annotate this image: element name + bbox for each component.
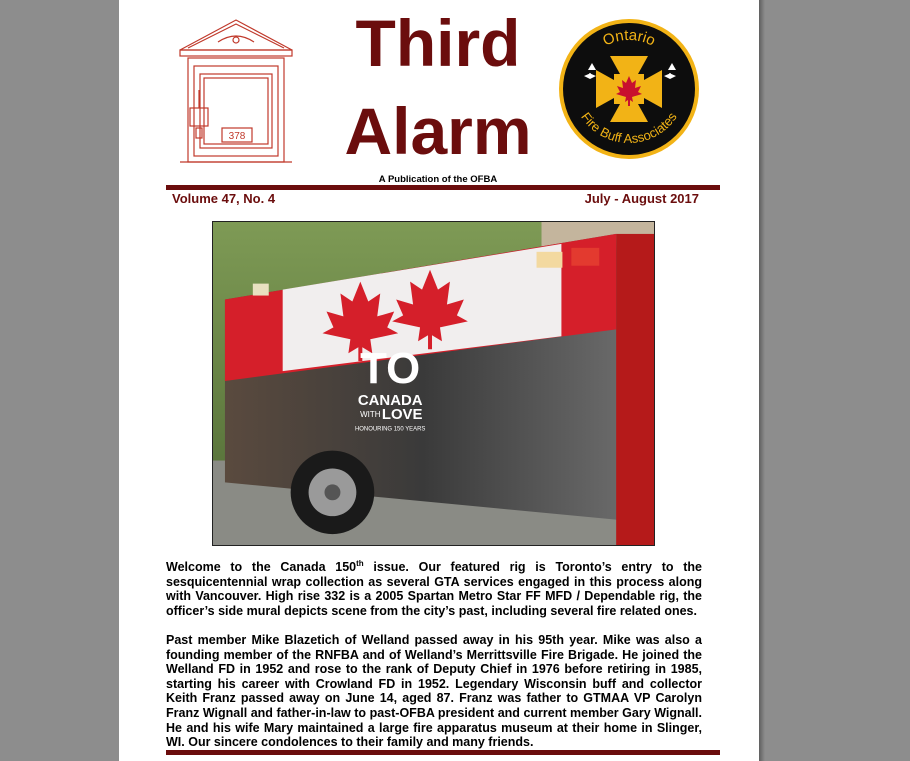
masthead-subtitle: A Publication of the OFBA bbox=[378, 174, 498, 185]
wrap-with: WITH bbox=[360, 409, 381, 419]
masthead-title-line1: Third bbox=[355, 6, 521, 80]
footer-rule bbox=[166, 750, 720, 755]
wrap-love: LOVE bbox=[381, 406, 423, 423]
alarm-box-number: 378 bbox=[228, 131, 246, 142]
p1-text-b: issue. Our featured rig is Toronto’s entry to the sesquicentennial wrap collection as several GTA services engaged in this process along with Vancouver. High rise 332 is a 2005 Spartan Metro Star FF MFD / Dependable rig, the officer’s side mural depicts scene from the city’s past, including several fire related ones. bbox=[166, 560, 703, 618]
article-paragraph-2: Past member Mike Blazetich of Welland passed away in his 95th year. Mike was also a founding member of the RNFBA and of Welland’s Merrittsville Fire Brigade. He joined the Welland FD in 1952 and rose to the rank of Deputy Chief in 1976 before retiring in 1985, starting his career with Crowland FD in 1952. Legendary Wisconsin buff and collector Keith Franz passed away on June 14, aged 87. Franz was father to GTMAA VP Carolyn Franz Wignall and father-in-law to past-OFBA president and current member Gary Wignall. He and his wife Mary maintained a large fire apparatus museum at their home in Slinger, WI. Our sincere condolences to their family and many friends. bbox=[166, 633, 702, 750]
volume-number: Volume 47, No. 4 bbox=[172, 191, 276, 206]
cover-photo-fire-truck bbox=[212, 221, 655, 546]
page-shadow bbox=[759, 0, 765, 761]
p1-text-a: Welcome to the Canada 150 bbox=[166, 560, 357, 574]
p1-superscript: th bbox=[356, 558, 364, 568]
wrap-line1: CANADA bbox=[357, 392, 423, 409]
wrap-big-text: TO bbox=[360, 344, 421, 393]
alarm-box-illustration bbox=[178, 18, 294, 168]
logo-bottom-text: Fire Buff Associates bbox=[578, 109, 680, 147]
issue-date: July - August 2017 bbox=[584, 191, 699, 206]
article-paragraph-1 bbox=[166, 560, 702, 618]
wrap-sub: HONOURING 150 YEARS bbox=[354, 426, 426, 433]
header-rule bbox=[166, 185, 720, 190]
masthead-title-line2: Alarm bbox=[344, 94, 532, 168]
ofba-logo bbox=[558, 18, 700, 160]
logo-top-text: Ontario bbox=[600, 26, 658, 50]
